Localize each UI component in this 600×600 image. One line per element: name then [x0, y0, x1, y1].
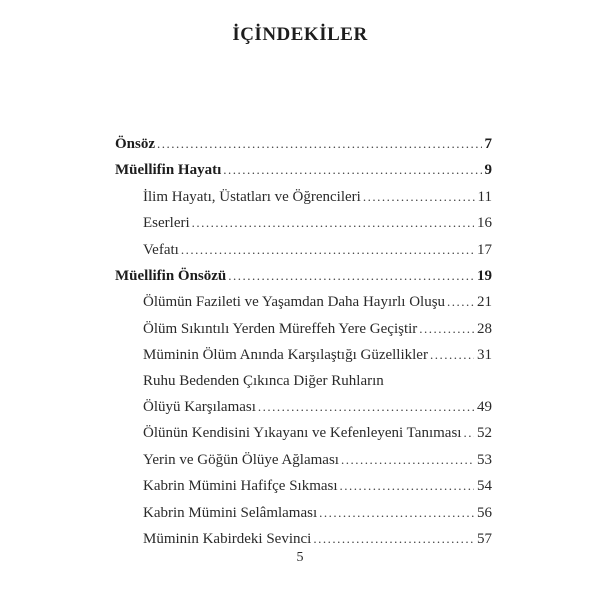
toc-entry: [115, 316, 492, 342]
toc-leader-dots: [463, 420, 474, 446]
toc-entry-page: 21: [477, 294, 492, 311]
toc-entry-label: Ölümün Fazileti ve Yaşamdan Daha Hayırlı Oluşu: [143, 294, 446, 311]
toc-entry-page: 52: [477, 425, 492, 442]
toc-entry-label: Eserleri: [143, 215, 190, 232]
toc-entry-label: Müminin Kabirdeki Sevinci: [143, 531, 312, 548]
toc-entry-label: Vefatı: [143, 241, 179, 258]
toc-entry: [115, 131, 492, 157]
toc-entry-page: 19: [477, 268, 492, 285]
toc-entry-label: Ruhu Bedenden Çıkınca Diğer Ruhların: [143, 372, 384, 389]
toc-entry: [115, 289, 492, 315]
toc-entry: [115, 237, 492, 263]
toc-entry: [115, 342, 492, 368]
toc-leader-dots: [313, 526, 474, 552]
toc-entry: [115, 210, 492, 236]
toc-entry: [115, 500, 492, 526]
toc-entry-label: Müminin Ölüm Anında Karşılaştığı Güzellikler: [143, 347, 428, 364]
toc-list: [115, 131, 492, 553]
toc-leader-dots: [447, 289, 474, 315]
toc-entry: [115, 369, 492, 394]
toc-entry-label: Müellifin Önsözü: [115, 268, 227, 285]
toc-entry-page: 31: [477, 347, 492, 364]
toc-leader-dots: [157, 131, 481, 157]
toc-entry-label: Ölünün Kendisini Yıkayanı ve Kefenleyeni Tanıması: [143, 425, 462, 442]
toc-entry: [115, 263, 492, 289]
toc-entry-label: Kabrin Mümini Selâmlaması: [143, 504, 318, 521]
toc-leader-dots: [258, 394, 474, 420]
toc-entry: [115, 526, 492, 552]
toc-entry-page: 56: [477, 504, 492, 521]
toc-leader-dots: [192, 210, 474, 236]
toc-entry-page: 9: [484, 162, 492, 179]
toc-entry: [115, 473, 492, 499]
toc-entry: [115, 184, 492, 210]
toc-entry-label: İlim Hayatı, Üstatları ve Öğrencileri: [143, 188, 361, 205]
toc-entry-page: 28: [477, 320, 492, 337]
toc-entry-page: 53: [477, 451, 492, 468]
toc-entry: [115, 394, 492, 420]
page-number-footer: 5: [296, 550, 304, 565]
toc-leader-dots: [319, 500, 474, 526]
toc-entry-label: Yerin ve Göğün Ölüye Ağlaması: [143, 451, 339, 468]
toc-entry: [115, 447, 492, 473]
toc-leader-dots: [419, 316, 474, 342]
toc-entry-page: 49: [477, 399, 492, 416]
toc-leader-dots: [181, 237, 474, 263]
page-title: İÇİNDEKİLER: [232, 24, 368, 45]
toc-entry-page: 17: [477, 241, 492, 258]
toc-entry-label: Kabrin Mümini Hafifçe Sıkması: [143, 478, 338, 495]
toc-leader-dots: [430, 342, 474, 368]
toc-entry-label: Ölüyü Karşılaması: [143, 399, 256, 416]
toc-leader-dots: [228, 263, 474, 289]
toc-entry-label: Müellifin Hayatı: [115, 162, 222, 179]
toc-leader-dots: [340, 473, 474, 499]
toc-entry: [115, 420, 492, 446]
toc-leader-dots: [223, 157, 481, 183]
toc-entry-page: 54: [477, 478, 492, 495]
toc-leader-dots: [341, 447, 474, 473]
toc-entry-page: 7: [484, 136, 492, 152]
toc-entry-label: Önsöz: [115, 136, 156, 152]
toc-leader-dots: [363, 184, 475, 210]
toc-entry-page: 16: [477, 215, 492, 232]
toc-entry-page: 11: [477, 188, 492, 205]
toc-entry: [115, 157, 492, 183]
toc-entry-label: Ölüm Sıkıntılı Yerden Müreffeh Yere Geçiştir: [143, 320, 418, 337]
toc-entry-page: 57: [477, 531, 492, 548]
